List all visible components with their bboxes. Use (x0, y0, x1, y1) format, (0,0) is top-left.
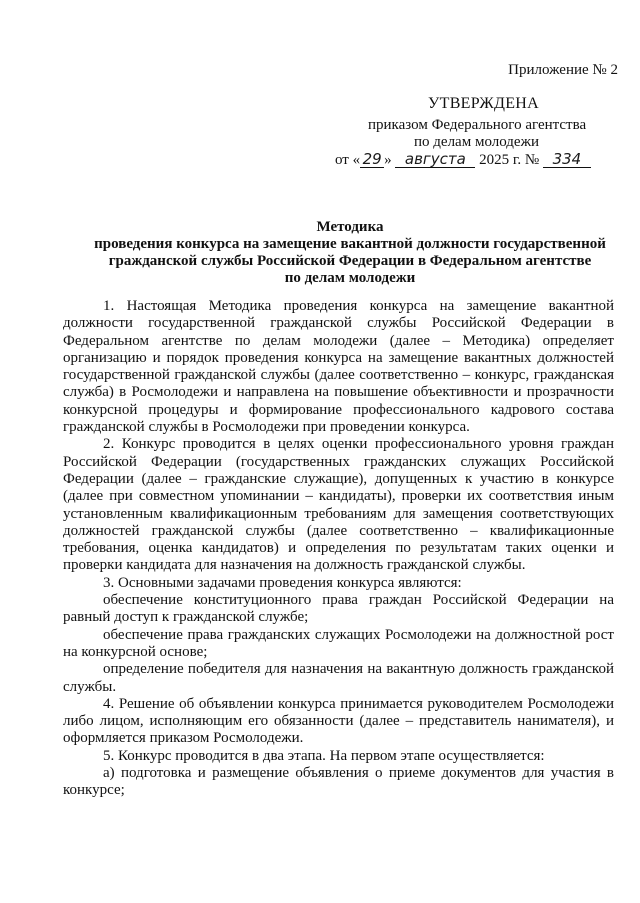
order-number-handwritten: 334 (543, 151, 591, 168)
date-prefix: от « (335, 152, 361, 168)
appendix-number: Приложение № 2 (508, 62, 618, 78)
order-date-line (335, 151, 591, 169)
approved-stamp-heading: УТВЕРЖДЕНА (428, 95, 540, 112)
paragraph: 1. Настоящая Методика проведения конкурса на замещение вакантной должности государственной гражданской службы Российской Федерации в Федеральном агентстве по делам молодежи (далее – Методика) определяет организацию и порядок проведения конкурса на замещение вакантных должностей государственной гражданской службы (далее соответственно – конкурс, гражданская служба) в Росмолодежи и направлена на повышение объективности и прозрачности конкурсной процедуры и формирование профессионального кадрового состава гражданской службы в Росмолодежи при проведении конкурса. (63, 298, 614, 436)
date-day-handwritten: 29 (360, 151, 384, 168)
order-line-2: по делам молодежи (414, 134, 539, 150)
paragraph: обеспечение права гражданских служащих Росмолодежи на должностной рост на конкурсной основе; (63, 626, 614, 660)
paragraph: 4. Решение об объявлении конкурса принимается руководителем Росмолодежи либо лицом, исполняющим его обязанности (далее – представитель нанимателя), и оформляется приказом Росмолодежи. (63, 695, 614, 747)
order-line-1: приказом Федерального агентства (368, 117, 587, 133)
title-line-2: проведения конкурса на замещение вакантной должности государственной (94, 236, 606, 252)
paragraph: 5. Конкурс проводится в два этапа. На первом этапе осуществляется: (103, 747, 545, 764)
document-title (60, 219, 640, 287)
document-body (63, 298, 614, 800)
paragraph: 3. Основными задачами проведения конкурса являются: (103, 574, 462, 591)
date-year: 2025 г. № (479, 152, 540, 168)
paragraph: 2. Конкурс проводится в целях оценки профессионального уровня граждан Российской Федерации (государственных гражданских служащих Российской Федерации (далее – гражданские служащие), допущенных к участию в конкурсе (далее при совместном упоминании – кандидаты), проверки их соответствия иным установленным квалификационным требованиям для замещения соответствующих должностей гражданской службы (далее соответственно – квалификационные требования, оценка кандидатов) и определения по результатам таких оценки и проверки кандидата для назначения на должность гражданской службы. (63, 436, 614, 574)
title-line-1: Методика (316, 219, 384, 235)
paragraph: обеспечение конституционного права граждан Российской Федерации на равный доступ к гражданской службе; (63, 592, 614, 626)
date-month-handwritten: августа (395, 151, 475, 168)
paragraph: определение победителя для назначения на вакантную должность гражданской службы. (63, 661, 614, 695)
paragraph: а) подготовка и размещение объявления о приеме документов для участия в конкурсе; (63, 765, 614, 799)
title-line-4: по делам молодежи (284, 270, 416, 286)
title-line-3: гражданской службы Российской Федерации в Федеральном агентстве (108, 253, 592, 269)
date-mid: » (384, 152, 392, 168)
